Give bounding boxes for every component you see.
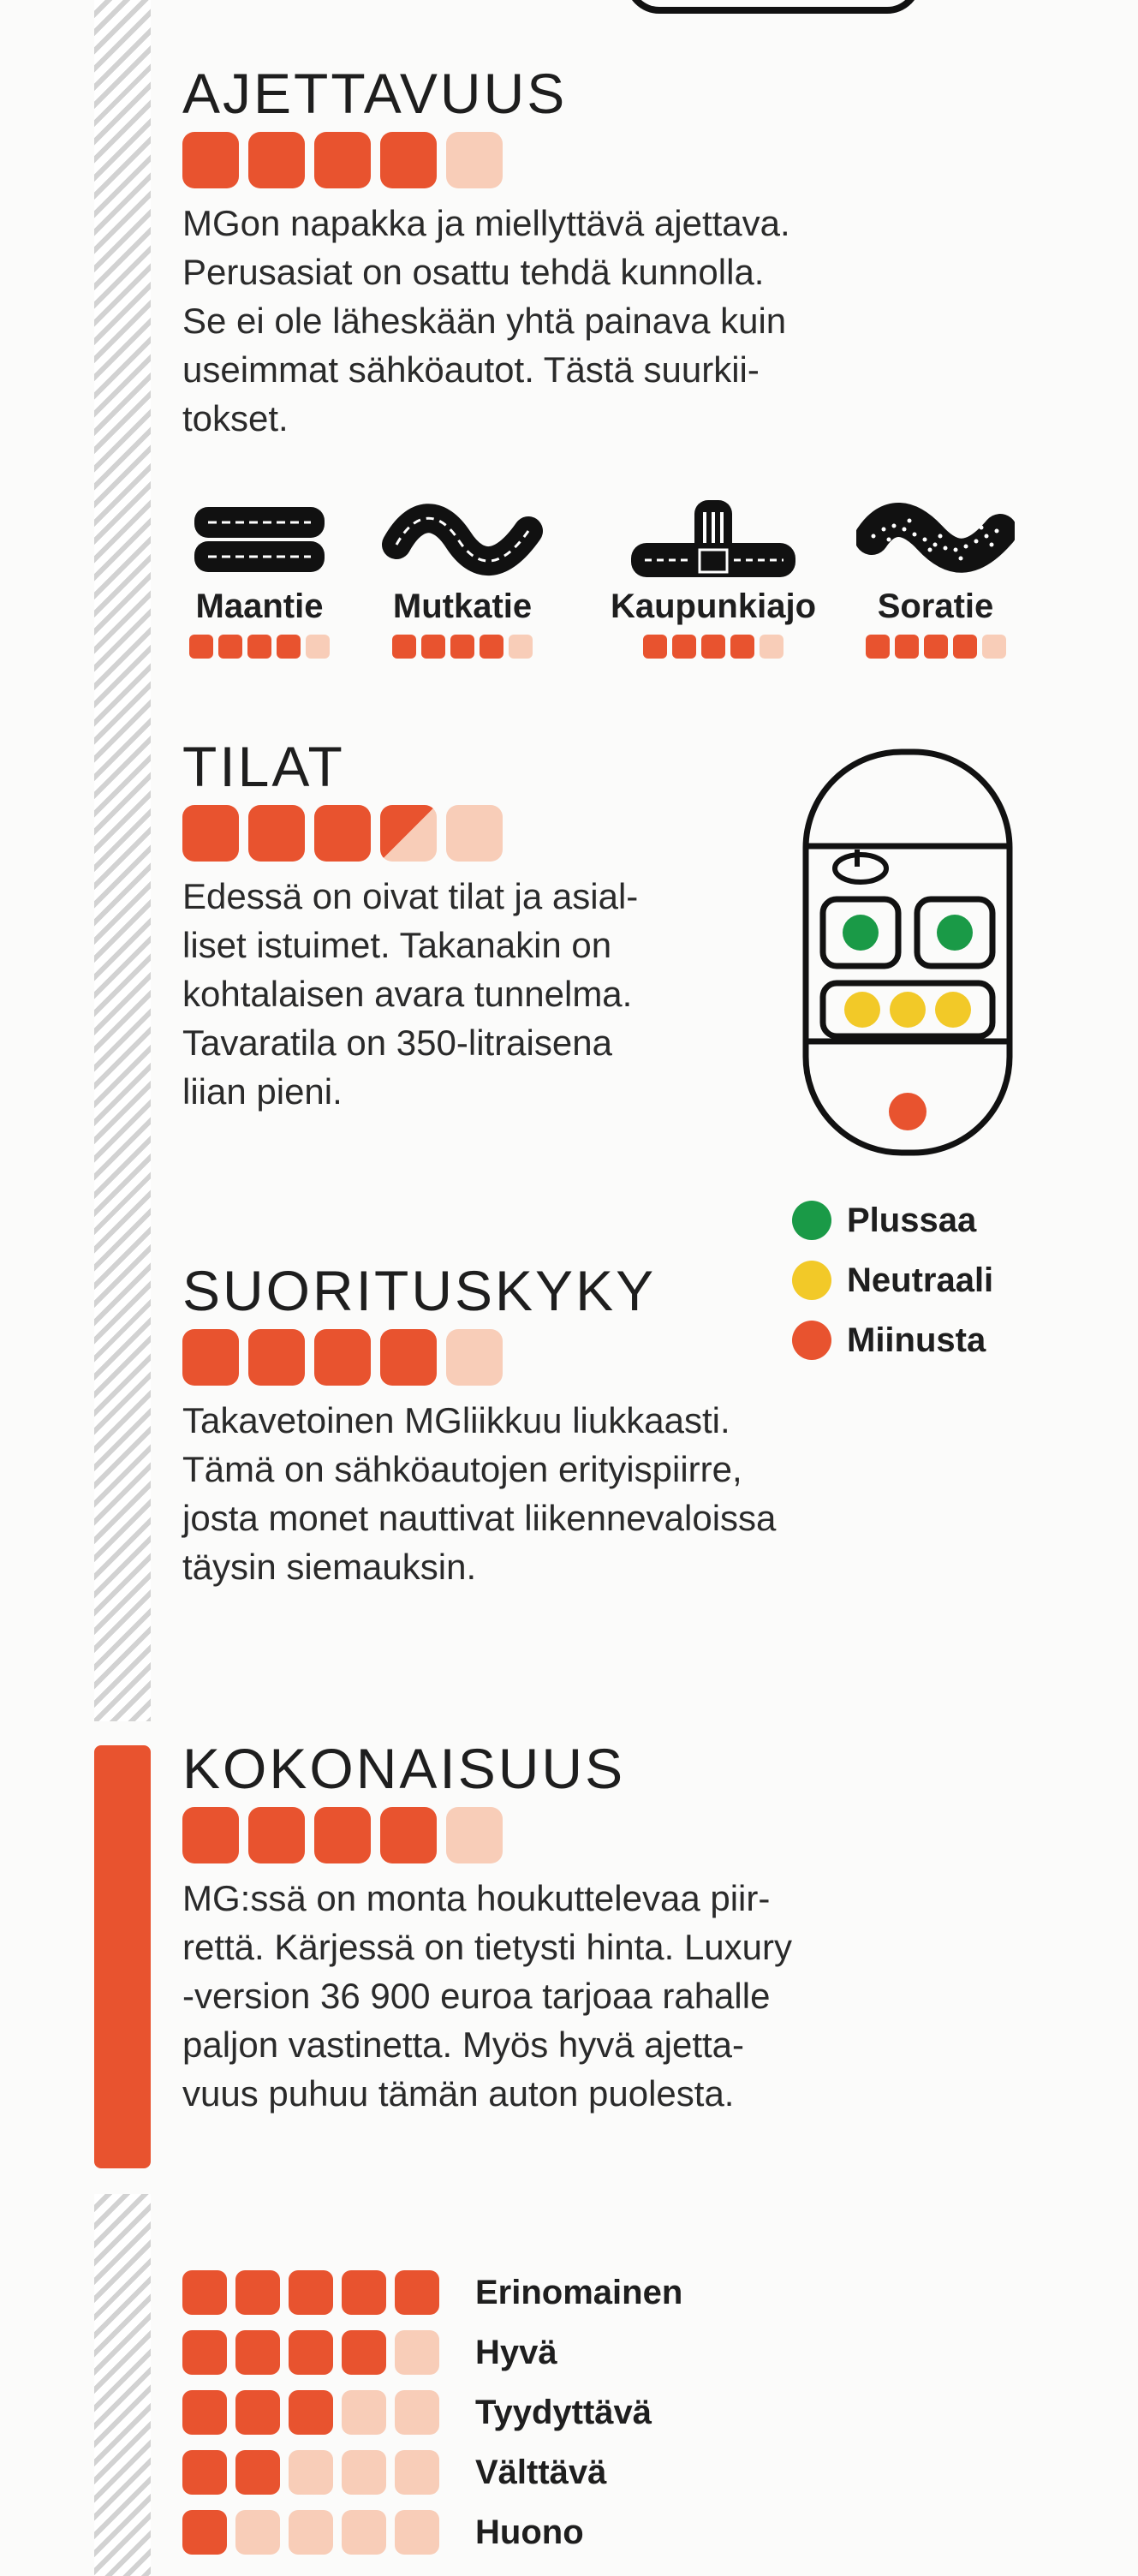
rating-square-filled: [480, 635, 503, 659]
rating-square-filled: [248, 1329, 305, 1386]
rating-square-filled: [314, 132, 371, 188]
road-mutkatie: [377, 495, 548, 659]
rating-square-filled: [395, 2270, 439, 2315]
rating-square-filled: [182, 2390, 227, 2435]
rating-square-filled: [235, 2390, 280, 2435]
rating-square-empty: [982, 635, 1006, 659]
rating-square-filled: [701, 635, 725, 659]
scale-label: Huono: [475, 2513, 584, 2551]
rating-square-empty: [289, 2450, 333, 2495]
rating-square-filled: [895, 635, 919, 659]
rating-square-filled: [235, 2450, 280, 2495]
rating-square-empty: [235, 2510, 280, 2555]
rating-square-filled: [218, 635, 242, 659]
tilat-title: TILAT: [182, 735, 345, 798]
seating-legend: [792, 1190, 993, 1370]
top-car-outline-fragment: [625, 0, 921, 14]
hatched-margin-top: [94, 0, 151, 1721]
tilat-text: Edessä on oivat tilat ja asial- liset istuimet. Takanakin on kohtalaisen avara tunnelma. Tavaratila on 350-litraisena liian pieni.: [182, 876, 639, 1112]
rating-square-filled: [450, 635, 474, 659]
road-rating-kaupunkiajo: [593, 635, 833, 659]
scale-row-hyva: [182, 2323, 682, 2382]
rating-square-filled: [248, 1807, 305, 1863]
rating-square-filled: [247, 635, 271, 659]
rating-square-empty: [446, 805, 503, 862]
road-rating-maantie: [182, 635, 337, 659]
scale-row-huono: [182, 2502, 682, 2562]
scale-squares: [182, 2270, 465, 2315]
kokonaisuus-rating: [182, 1807, 503, 1863]
scale-row-valttava: [182, 2442, 682, 2502]
rating-square-filled: [314, 805, 371, 862]
rating-square-filled: [182, 805, 239, 862]
rating-square-filled: [182, 132, 239, 188]
suorituskyky-title: SUORITUSKYKY: [182, 1259, 657, 1322]
legend-minus: [792, 1310, 993, 1370]
rating-square-filled: [392, 635, 416, 659]
rating-square-filled: [672, 635, 696, 659]
legend-neutral: [792, 1250, 993, 1310]
rating-square-filled: [182, 1329, 239, 1386]
rating-square-empty: [395, 2450, 439, 2495]
rating-square-filled: [289, 2270, 333, 2315]
scale-squares: [182, 2450, 465, 2495]
scale-label: Erinomainen: [475, 2273, 683, 2311]
rating-square-empty: [306, 635, 330, 659]
rating-square-empty: [395, 2330, 439, 2375]
highlight-bar: [94, 1745, 151, 2168]
kokonaisuus-text: MG:ssä on monta houkuttelevaa piir- rettä. Kärjessä on tietysti hinta. Luxury -version 36 900 euroa tarjoaa rahalle paljon vastinetta. Myös hyvä ajetta- vuus puhuu tämän auton puolesta.: [182, 1878, 793, 2114]
road-label-kaupunkiajo: Kaupunkiajo: [610, 587, 817, 625]
rating-square-filled: [342, 2270, 386, 2315]
yellow-dot-icon: [792, 1261, 831, 1300]
rating-square-filled: [866, 635, 890, 659]
road-label-mutkatie: Mutkatie: [392, 587, 533, 625]
road-label-maantie: Maantie: [195, 587, 324, 625]
rating-square-filled: [235, 2330, 280, 2375]
rating-square-filled: [182, 1807, 239, 1863]
scale-squares: [182, 2510, 465, 2555]
rating-square-filled: [380, 1807, 437, 1863]
winding-road-icon: [381, 495, 544, 581]
red-dot-icon: [792, 1321, 831, 1360]
hatched-margin-bottom: [94, 2194, 151, 2576]
rating-square-filled: [380, 1329, 437, 1386]
rating-square-filled: [182, 2510, 227, 2555]
road-kaupunkiajo: [593, 495, 833, 659]
rating-square-filled: [730, 635, 754, 659]
scale-label: Välttävä: [475, 2453, 607, 2491]
rating-square-filled: [248, 132, 305, 188]
ajettavuus-rating: [182, 132, 503, 188]
scale-row-erinomainen: [182, 2263, 682, 2323]
rating-square-filled: [380, 805, 437, 862]
rating-square-filled: [314, 1807, 371, 1863]
suorituskyky-rating: [182, 1329, 503, 1386]
rating-square-filled: [182, 2270, 227, 2315]
rating-square-filled: [289, 2330, 333, 2375]
rating-square-filled: [248, 805, 305, 862]
road-soratie: [856, 495, 1015, 659]
rating-square-empty: [509, 635, 533, 659]
rating-square-filled: [189, 635, 213, 659]
rating-square-filled: [643, 635, 667, 659]
road-label-soratie: Soratie: [877, 587, 994, 625]
city-road-icon: [628, 495, 799, 581]
rating-square-filled: [342, 2330, 386, 2375]
rating-square-empty: [395, 2510, 439, 2555]
legend-plus: [792, 1190, 993, 1250]
rating-square-empty: [342, 2510, 386, 2555]
road-rating-mutkatie: [377, 635, 548, 659]
rating-square-empty: [342, 2390, 386, 2435]
rating-square-empty: [395, 2390, 439, 2435]
road-maantie: [182, 495, 337, 659]
rating-square-empty: [289, 2510, 333, 2555]
road-rating-soratie: [856, 635, 1015, 659]
legend-neutral-label: Neutraali: [847, 1261, 994, 1299]
suorituskyky-text: Takavetoinen MGliikkuu liukkaasti. Tämä on sähköautojen erityispiirre, josta monet nauttivat liikennevaloissa täysin siemauksin.: [182, 1400, 777, 1587]
green-dot-icon: [792, 1201, 831, 1240]
rating-square-empty: [446, 1807, 503, 1863]
rating-square-empty: [760, 635, 783, 659]
rating-square-filled: [314, 1329, 371, 1386]
scale-squares: [182, 2330, 465, 2375]
kokonaisuus-title: KOKONAISUUS: [182, 1737, 626, 1800]
ajettavuus-title: AJETTAVUUS: [182, 62, 568, 125]
rating-square-filled: [277, 635, 301, 659]
rating-square-filled: [380, 132, 437, 188]
ajettavuus-text: MGon napakka ja miellyttävä ajettava. Perusasiat on osattu tehdä kunnolla. Se ei ole läheskään yhtä painava kuin useimmat sähköautot. Tästä suurkii- tokset.: [182, 203, 790, 438]
gravel-road-icon: [856, 495, 1015, 581]
rating-square-filled: [289, 2390, 333, 2435]
rating-square-empty: [446, 132, 503, 188]
rating-square-empty: [342, 2450, 386, 2495]
scale-squares: [182, 2390, 465, 2435]
rating-square-filled: [924, 635, 948, 659]
scale-label: Hyvä: [475, 2333, 557, 2371]
scale-label: Tyydyttävä: [475, 2393, 652, 2431]
rating-square-filled: [235, 2270, 280, 2315]
tilat-rating: [182, 805, 503, 862]
scale-row-tyydyttava: [182, 2382, 682, 2442]
highway-icon: [191, 495, 328, 581]
legend-minus-label: Miinusta: [847, 1321, 986, 1359]
rating-square-filled: [182, 2450, 227, 2495]
rating-square-filled: [953, 635, 977, 659]
rating-square-filled: [421, 635, 445, 659]
rating-square-empty: [446, 1329, 503, 1386]
car-seating-diagram: [801, 747, 1015, 1158]
rating-square-filled: [182, 2330, 227, 2375]
legend-plus-label: Plussaa: [847, 1201, 977, 1239]
rating-scale: [182, 2263, 682, 2562]
